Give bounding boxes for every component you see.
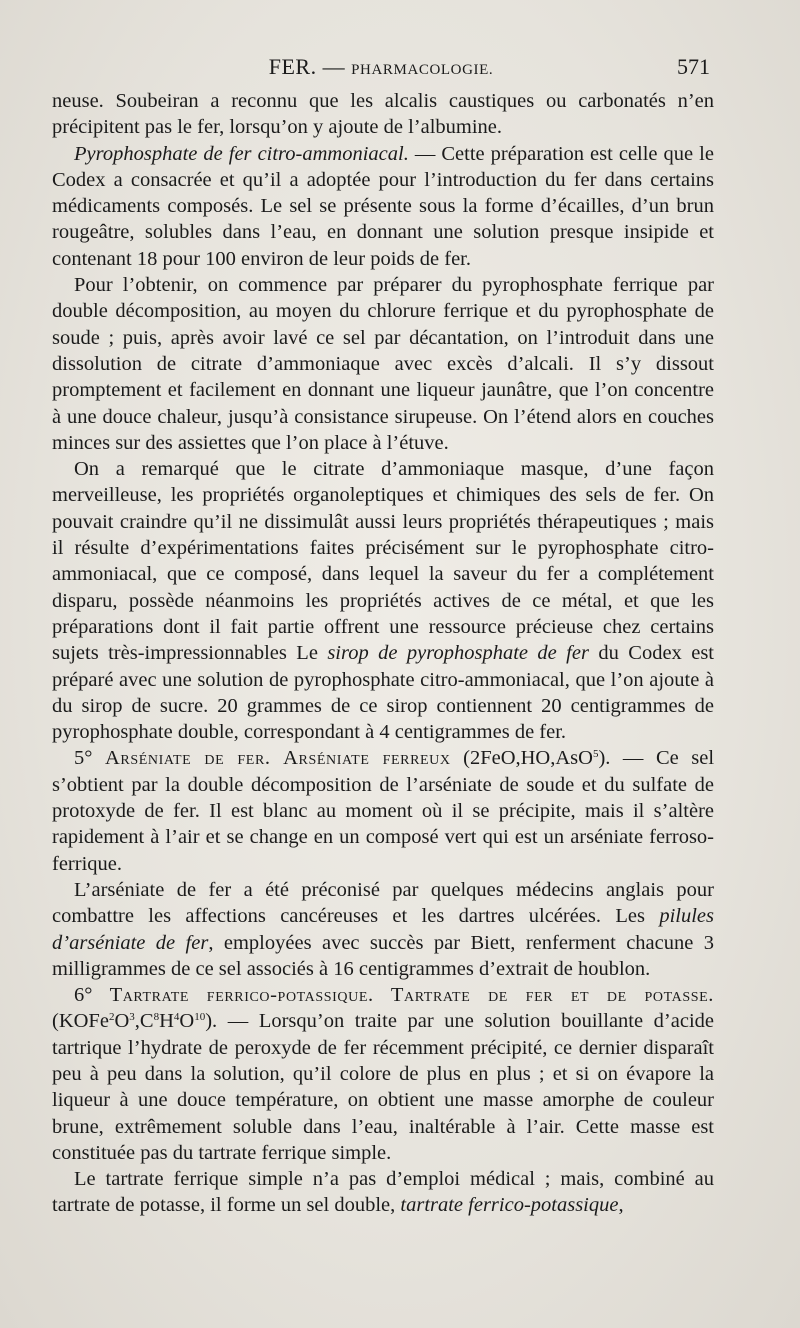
section-heading-pyrophosphate: Pyrophosphate de fer citro-ammoniacal. xyxy=(74,142,409,165)
paragraph-2 xyxy=(52,141,714,272)
body-text xyxy=(52,88,714,1219)
formula-sup: 3 xyxy=(129,1011,135,1024)
paragraph-6-text-b: , employées avec succès par Biett, renferment chacune 3 milligrammes de ce sel associés à 16 centigrammes d’extrait de houblon. xyxy=(52,931,715,980)
section-number-5: 5° xyxy=(74,747,105,770)
formula-part: ) xyxy=(205,1010,213,1033)
term-sirop-pyrophosphate: sirop de pyrophosphate de fer xyxy=(327,642,589,665)
formula-part: (2FeO,HO,AsO xyxy=(463,747,593,770)
section-subheading-arseniate: Arséniate ferreux xyxy=(283,747,451,770)
term-pilules-arseniate: pilules d’arséniate de fer xyxy=(52,905,714,954)
paragraph-4 xyxy=(52,456,714,745)
paragraph-7 xyxy=(52,982,714,1166)
paragraph-2-text: — Cette préparation est celle que le Codex a consacrée et qu’il a adoptée pour l’introduction du fer dans certains médicaments composés. Le sel se présente sous la forme d’écailles, d’un brun rougeâtre, solubles dans l’eau, en donnant une solution presque insipide et contenant 18 pour 100 environ de leur poids de fer. xyxy=(52,142,714,270)
section-heading-tartrate: Tartrate ferrico-potassique. xyxy=(109,984,374,1007)
running-title-main: FER. — xyxy=(268,54,352,79)
paragraph-8-text-a: Le tartrate ferrique simple n’a pas d’emploi médical ; mais, combiné au tartrate de potasse, il forme un sel double, xyxy=(52,1168,714,1217)
running-header xyxy=(52,54,710,84)
section-heading-arseniate: Arséniate de fer. xyxy=(104,747,271,770)
formula-sup: 8 xyxy=(153,1011,160,1024)
running-title xyxy=(52,54,710,80)
paragraph-3 xyxy=(52,272,714,456)
running-title-sub: PHARMACOLOGIE. xyxy=(351,62,494,78)
formula-sup: 5 xyxy=(592,748,599,761)
formula-part: H xyxy=(159,1010,174,1033)
formula-arseniate xyxy=(463,747,605,769)
formula-sup: 2 xyxy=(108,1011,115,1024)
formula-tartrate xyxy=(52,1010,212,1032)
paragraph-3-text: Pour l’obtenir, on commence par préparer du pyrophosphate ferrique par double décomposition, au moyen du chlorure ferrique et du pyrophosphate de soude ; puis, après avoir lavé ce sel par décantation, on l’introduit dans une dissolution de citrate d’ammoniaque avec excès d’alcali. Il s’y dissout promptement et facilement en donnant une liqueur jaunâtre, que l’on concentre à une douce chaleur, jusqu’à consistance sirupeuse. On l’étend alors en couches minces sur des assiettes que l’on place à l’étuve. xyxy=(52,274,714,454)
paragraph-6-text-a: L’arséniate de fer a été préconisé par quelques médecins anglais pour combattre les affections cancéreuses et les dartres ulcérées. Les xyxy=(52,878,714,928)
formula-part: ) xyxy=(598,747,606,770)
term-tartrate-ferrico-potassique: tartrate ferrico-potassique xyxy=(400,1194,619,1217)
formula-sup: 4 xyxy=(173,1011,180,1024)
formula-part: O xyxy=(114,1010,130,1033)
paragraph-8-text-b: , xyxy=(618,1194,624,1217)
paragraph-4-text-a: On a remarqué que le citrate d’ammoniaque masque, d’une façon merveilleuse, les propriétés organoleptiques et chimiques des sels de fer. On pouvait craindre qu’il ne dissimulât aussi leurs propriétés thérapeutiques ; mais il résulte d’expérimentations faites précisément sur le pyrophosphate citro-ammoniacal, que ce composé, dans lequel la saveur du fer a complétement disparu, possède néanmoins les propriétés actives de ce métal, et que les préparations dont il fait partie offrent une ressource précieuse chez certains sujets très-impressionnables Le xyxy=(52,458,714,665)
formula-part: O xyxy=(179,1010,195,1033)
paragraph-5-text: . — Ce sel s’obtient par la double décomposition de l’arséniate de soude et du sulfate de protoxyde de fer. Il est blanc au moment où il se précipite, mais il s’altère rapidement à l’air et se change en un composé vert qui est un arséniate ferroso-ferrique. xyxy=(52,747,715,875)
section-subheading-tartrate: Tartrate de fer et de potasse. xyxy=(390,984,715,1007)
paragraph-5 xyxy=(52,745,714,876)
section-number-6: 6° xyxy=(74,984,110,1007)
paragraph-7-text: . — Lorsqu’on traite par une solution bouillante d’acide tartrique l’hydrate de peroxyde de fer récemment précipité, ce dernier disparaît peu à peu dans la solution, qu’il colore de plus en plus ; et si on évapore la liqueur à une douce température, on obtient une masse amorphe de couleur brune, extrêmement soluble dans l’eau, inaltérable à l’air. Cette masse est constituée pas du tartrate ferrique simple. xyxy=(52,1010,714,1164)
formula-part: (KOFe xyxy=(52,1010,109,1033)
paragraph-6 xyxy=(52,877,714,982)
formula-part: ,C xyxy=(134,1010,154,1033)
page-number: 571 xyxy=(677,54,710,79)
paragraph-8 xyxy=(52,1166,714,1219)
formula-sup: 10 xyxy=(194,1011,206,1024)
paragraph-1-text: neuse. Soubeiran a reconnu que les alcalis caustiques ou carbonatés n’en précipitent pas le fer, lorsqu’on y ajoute de l’albumine. xyxy=(52,90,714,139)
paragraph-4-text-b: du Codex est préparé avec une solution de pyrophosphate citro-ammoniacal, que l’on ajoute à du sirop de sucre. 20 grammes de ce sirop contiennent 20 centigrammes de pyrophosphate double, correspondant à 4 centigrammes de fer. xyxy=(52,642,714,744)
paragraph-1 xyxy=(52,88,714,141)
